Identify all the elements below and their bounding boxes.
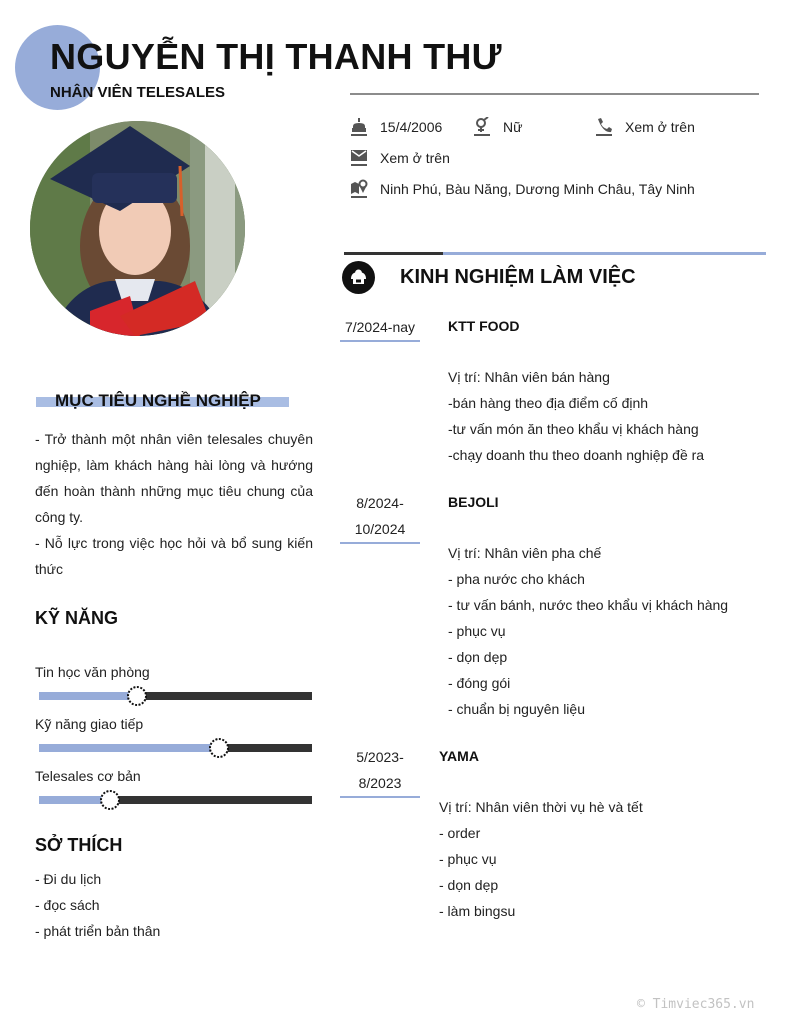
job-date-underline <box>340 796 420 798</box>
job-detail-line: - dọn dẹp <box>448 649 508 665</box>
skills-title: KỸ NĂNG <box>35 608 119 628</box>
job-detail-line: -tư vấn món ăn theo khẩu vị khách hàng <box>448 421 699 437</box>
contact-phone <box>595 117 695 137</box>
skill-bar <box>39 744 312 752</box>
job-detail-line: - phục vụ <box>439 851 497 867</box>
skill-knob-icon <box>208 737 230 759</box>
watermark: © Timviec365.vn <box>637 997 755 1012</box>
job-detail-line: -bán hàng theo địa điểm cố định <box>448 395 649 411</box>
experience-title: KINH NGHIỆM LÀM VIỆC <box>400 266 636 288</box>
skill-bar <box>39 692 312 700</box>
gender-icon <box>473 117 491 137</box>
skill-knob-icon <box>126 685 148 707</box>
address-value: Ninh Phú, Bàu Năng, Dương Minh Châu, Tây Ninh <box>380 181 695 197</box>
contact-address <box>350 179 695 199</box>
job-detail-line: -chạy doanh thu theo doanh nghiệp đề ra <box>448 447 705 463</box>
profile-photo <box>30 121 245 336</box>
hobbies-title: SỞ THÍCH <box>35 835 123 855</box>
objective-paragraph: - Nỗ lực trong việc học hỏi và bổ sung kiến thức <box>35 535 313 577</box>
contact-email <box>350 148 450 168</box>
email-value: Xem ở trên <box>380 150 450 166</box>
phone-value: Xem ở trên <box>625 119 695 135</box>
skill-bar-fill <box>39 692 137 700</box>
job-date-start: 7/2024-nay <box>344 319 416 335</box>
objective-text <box>35 426 313 582</box>
birthday-value: 15/4/2006 <box>380 119 443 135</box>
experience-divider-dark <box>344 252 443 255</box>
job-detail-line: - tư vấn bánh, nước theo khẩu vị khách hàng <box>448 597 729 613</box>
contact-birthday <box>350 117 442 137</box>
objective-title: MỤC TIÊU NGHỀ NGHIỆP <box>55 391 261 410</box>
gender-value: Nữ <box>503 119 523 135</box>
skill-label: Tin học văn phòng <box>35 664 150 680</box>
job-date <box>340 744 420 796</box>
job-date-start: 8/2024- <box>356 495 404 511</box>
skill-knob-icon <box>99 789 121 811</box>
job-detail-line: - phục vụ <box>448 623 506 639</box>
map-icon <box>350 179 368 199</box>
job-detail-line: - làm bingsu <box>439 903 516 919</box>
experience-divider-accent <box>443 252 766 255</box>
job-date-start: 5/2023- <box>356 749 404 765</box>
job-detail-line: - order <box>439 825 481 841</box>
job-date-underline <box>340 542 420 544</box>
job-date <box>340 490 420 542</box>
phone-icon <box>595 117 613 137</box>
job-date-underline <box>340 340 420 342</box>
job-company: BEJOLI <box>448 494 499 510</box>
job-detail-line: - chuẩn bị nguyên liệu <box>448 701 585 717</box>
hobby-item: - đọc sách <box>35 897 100 913</box>
job-title: NHÂN VIÊN TELESALES <box>50 84 226 101</box>
job-date-end: 8/2023 <box>358 775 402 791</box>
email-icon <box>350 148 368 168</box>
birthday-cake-icon <box>350 117 368 137</box>
job-details <box>448 364 704 468</box>
candidate-name: NGUYỄN THỊ THANH THƯ <box>50 36 502 77</box>
job-date-end: 10/2024 <box>354 521 406 537</box>
job-detail-line: - dọn dẹp <box>439 877 499 893</box>
hobby-item: - phát triển bản thân <box>35 923 161 939</box>
job-company: YAMA <box>439 748 479 764</box>
skill-bar-fill <box>39 744 219 752</box>
objective-paragraph: - Trở thành một nhân viên telesales chuyên nghiệp, làm khách hàng hài lòng và hướng đến hoàn thành những mục tiêu chung của công ty. <box>35 431 313 525</box>
job-date <box>340 314 420 340</box>
job-detail-line: - pha nước cho khách <box>448 571 585 587</box>
hobby-item: - Đi du lịch <box>35 871 102 887</box>
job-details <box>448 540 728 722</box>
job-detail-line: Vị trí: Nhân viên thời vụ hè và tết <box>439 799 643 815</box>
job-detail-line: Vị trí: Nhân viên bán hàng <box>448 369 610 385</box>
job-detail-line: Vị trí: Nhân viên pha chế <box>448 545 602 561</box>
job-company: KTT FOOD <box>448 318 520 334</box>
header-divider <box>350 93 759 95</box>
contact-gender <box>473 117 522 137</box>
skill-label: Kỹ năng giao tiếp <box>35 716 144 732</box>
job-detail-line: - đóng gói <box>448 675 511 691</box>
job-details <box>439 794 643 924</box>
remote-work-icon <box>342 261 375 294</box>
skill-bar <box>39 796 312 804</box>
skill-label: Telesales cơ bản <box>35 768 141 784</box>
